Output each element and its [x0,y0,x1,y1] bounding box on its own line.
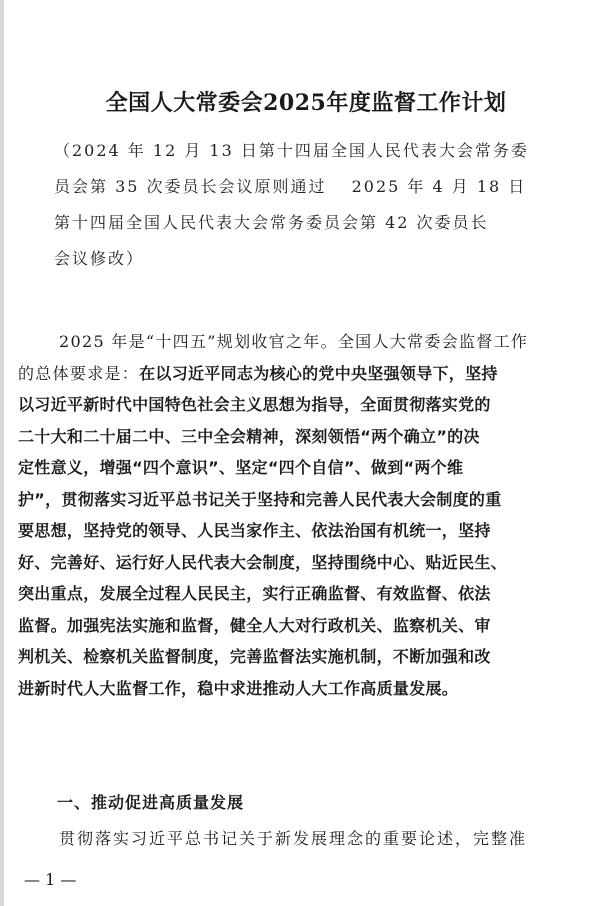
paragraph-line: 定性意义，增强“四个意识”、坚定“四个自信”、做到“两个维 [18,458,464,477]
paragraph-general-requirements [18,326,602,704]
paragraph-line: 以习近平新时代中国特色社会主义思想为指导，全面贯彻落实党的 [18,395,491,414]
paragraph-line: 要思想，坚持党的领导、人民当家作主、依法治国有机统一，坚持 [18,521,491,540]
paragraph-line: 判机关、检察机关监督制度，完善监督法实施机制，不断加强和改 [18,647,491,666]
paragraph-line: 贯彻落实习近平总书记关于新发展理念的重要论述，完整准 [59,829,528,848]
paragraph-line: 突出重点，发展全过程人民民主，实行正确监督、有效监督、依法 [18,584,491,603]
subtitle-line: 会议修改） [54,249,145,268]
paragraph-line: 进新时代人大监督工作，稳中求进推动人大工作高质量发展。 [18,678,459,698]
paragraph-line: 2025 年是“十四五”规划收官之年。全国人大常委会监督工作 [59,332,529,351]
paragraph-line: 好、完善好、运行好人民代表大会制度，坚持围绕中心、贴近民生、 [18,552,508,572]
page-left-edge [0,0,4,906]
section-heading: 一、推动促进高质量发展 [57,793,245,812]
document-subtitle [54,133,574,277]
subtitle-line: （2024 年 12 月 13 日第十四届全国人民代表大会常务委 [54,141,529,160]
paragraph-line: 的总体要求是：在以习近平同志为核心的党中央坚强领导下，坚持 [18,363,498,383]
subtitle-line: 员会第 35 次委员长会议原则通过 2025 年 4 月 18 日 [54,177,527,196]
paragraph-line: 监督。加强宪法实施和监督，健全人大对行政机关、监察机关、审 [18,615,491,635]
document-title: 全国人大常委会2025年度监督工作计划 [105,90,507,116]
paragraph-line: 二十大和二十届二中、三中全会精神，深刻领悟“两个确立”的决 [18,426,480,446]
page-number: — 1 — [24,870,77,889]
subtitle-line: 第十四届全国人民代表大会常务委员会第 42 次委员长 [54,213,489,232]
paragraph-line: 护”，贯彻落实习近平总书记关于坚持和完善人民代表大会制度的重 [18,489,502,509]
